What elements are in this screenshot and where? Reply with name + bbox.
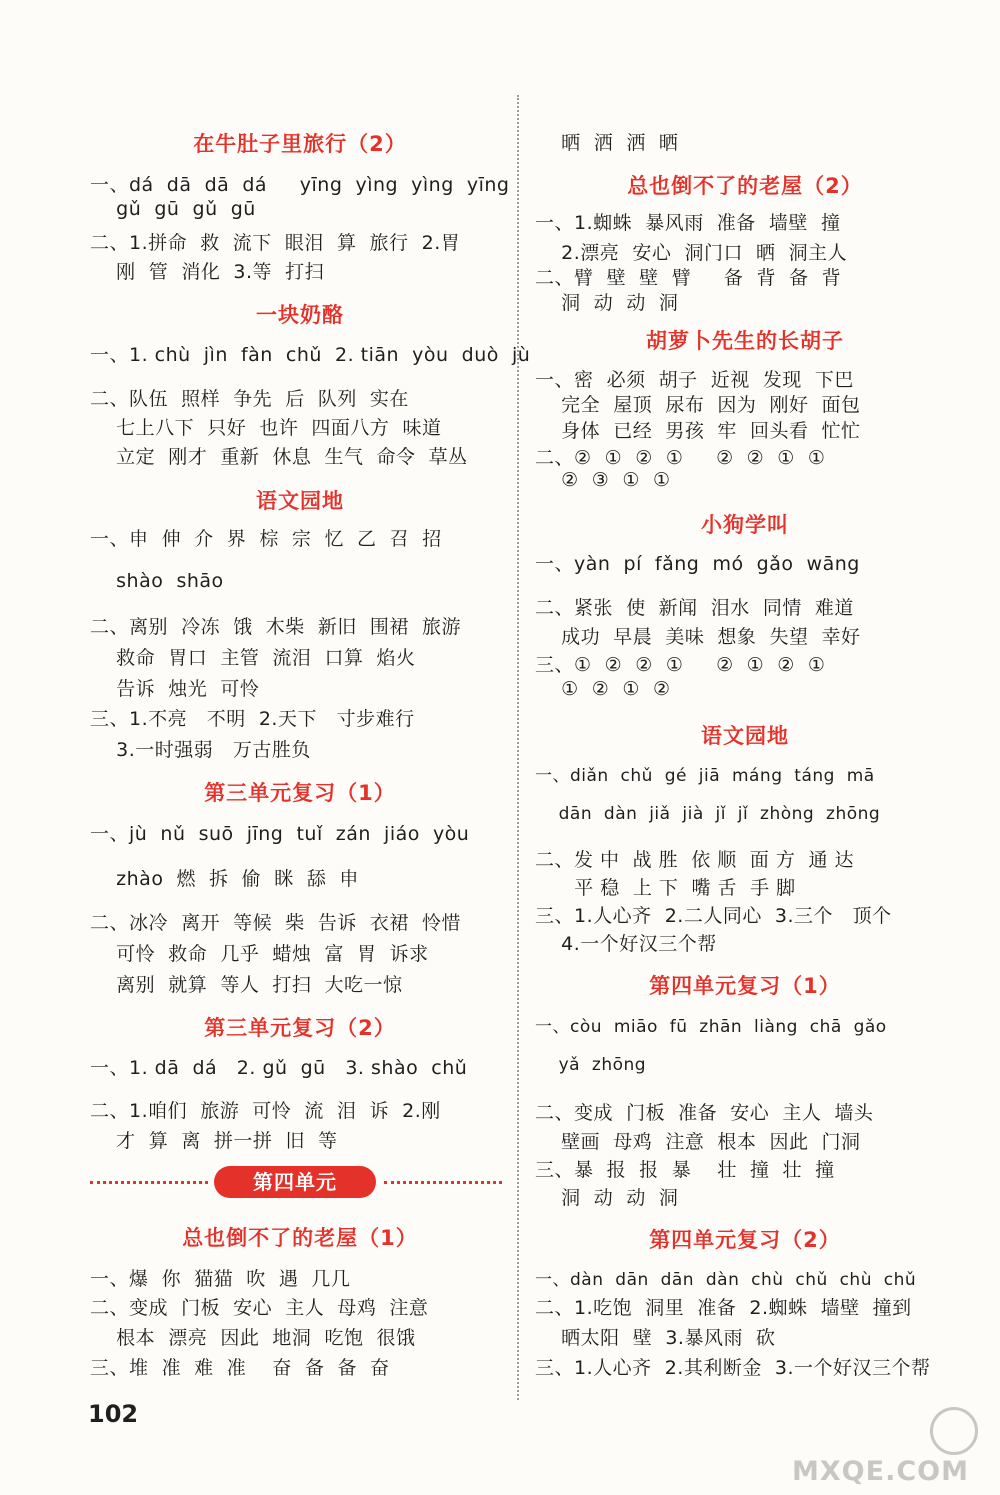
column-divider [517,95,519,1400]
section-title: 第三单元复习（1） [204,781,396,805]
answer-line: 根本 漂亮 因此 地洞 吃饱 很饿 [90,1327,416,1349]
answer-line: 刚 管 消化 3.等 打扫 [90,261,325,283]
answer-line: 二、紧张 使 新闻 泪水 同情 难道 [535,597,854,619]
answer-line: 二、冰冷 离开 等候 柴 告诉 衣裙 怜惜 [90,912,461,934]
page-number: 102 [88,1400,139,1428]
answer-line: 平 稳 上 下 嘴 舌 手 脚 [535,877,796,899]
answer-line: 一、爆 你 猫猫 吹 遇 几几 [90,1268,351,1290]
answer-line: 洞 动 动 洞 [535,1187,679,1209]
answer-line: 一、1. dā dá 2. gǔ gū 3. shào chǔ [90,1057,468,1079]
answer-line: zhào 燃 拆 偷 眯 舔 申 [90,868,359,890]
section-title: 总也倒不了的老屋（2） [627,174,863,198]
answer-line: 一、yàn pí fǎng mó gǎo wāng [535,553,860,575]
answer-line: 二、变成 门板 安心 主人 母鸡 注意 [90,1297,429,1319]
answer-line: 二、离别 冷冻 饿 木柴 新旧 围裙 旅游 [90,616,461,638]
answer-line: ① ② ① ② [535,678,671,700]
watermark-logo [792,1407,982,1487]
answer-line: 晒太阳 壁 3.暴风雨 砍 [535,1327,776,1349]
answer-line: dān dàn jiǎ jià jǐ jǐ zhòng zhōng [535,804,881,824]
watermark-text: MXQE.COM [792,1456,969,1487]
answer-line: 3.一时强弱 万古胜负 [90,739,311,761]
answer-line: 三、1.人心齐 2.其利断金 3.一个好汉三个帮 [535,1357,931,1379]
unit-banner [90,1166,510,1198]
answer-line: 三、1.不亮 不明 2.天下 寸步难行 [90,708,415,730]
answer-line: 二、发 中 战 胜 依 顺 面 方 通 达 [535,849,855,871]
section-title: 小狗学叫 [701,513,789,537]
answer-line: gǔ gū gǔ gū [90,198,256,220]
answer-line: 一、dàn dān dān dàn chù chǔ chù chǔ [535,1270,917,1290]
answer-line: 一、密 必须 胡子 近视 发现 下巴 [535,369,854,391]
section-title: 第四单元复习（2） [649,1228,841,1252]
section-title: 一块奶酪 [256,303,344,327]
left-column [90,0,531,1495]
answer-line: 告诉 烛光 可怜 [90,678,260,700]
answer-line: 一、dá dā dā dá yīng yìng yìng yīng [90,174,510,196]
answer-line: shào shāo [90,570,224,592]
answer-line: 三、堆 准 难 准 奋 备 备 奋 [90,1357,390,1379]
section-title: 第四单元复习（1） [649,974,841,998]
section-title: 第三单元复习（2） [204,1016,396,1040]
right-column [535,0,955,1495]
answer-line: 一、申 伸 介 界 棕 宗 忆 乙 召 招 [90,528,442,550]
answer-line: 4.一个好汉三个帮 [535,933,717,955]
answer-line: 2.漂亮 安心 洞门口 晒 洞主人 [535,242,848,264]
answer-line: 离别 就算 等人 打扫 大吃一惊 [90,974,403,996]
answer-line: 一、1.蜘蛛 暴风雨 准备 墙壁 撞 [535,212,841,234]
answer-line: 二、② ① ② ① ② ② ① ① [535,447,826,469]
answer-line: 一、jù nǔ suō jīng tuǐ zán jiáo yòu [90,823,470,845]
watermark-seal-icon [930,1407,978,1455]
answer-line: ② ③ ① ① [535,469,671,491]
answer-line: 立定 刚才 重新 休息 生气 命令 草丛 [90,446,468,468]
answer-line: 二、臂 壁 壁 臂 备 背 备 背 [535,267,842,289]
answer-line: 成功 早晨 美味 想象 失望 幸好 [535,626,861,648]
banner-dots [90,1181,208,1184]
answer-line: 二、1.拼命 救 流下 眼泪 算 旅行 2.胃 [90,232,461,254]
answer-line: 二、1.吃饱 洞里 准备 2.蜘蛛 墙壁 撞到 [535,1297,912,1319]
section-title: 语文园地 [256,489,344,513]
answer-line: 三、1.人心齐 2.二人同心 3.三个 顶个 [535,905,892,927]
answer-line: 二、队伍 照样 争先 后 队列 实在 [90,388,409,410]
banner-dots [384,1181,502,1184]
answer-line: 洞 动 动 洞 [535,292,679,314]
section-title: 胡萝卜先生的长胡子 [646,329,844,353]
section-title: 在牛肚子里旅行（2） [193,132,407,156]
answer-line: 一、còu miāo fū zhān liàng chā gǎo [535,1017,887,1037]
answer-line: 完全 屋顶 尿布 因为 刚好 面包 [535,394,861,416]
answer-line: yǎ zhōng [535,1055,647,1075]
answer-line: 二、变成 门板 准备 安心 主人 墙头 [535,1102,874,1124]
answer-line: 三、暴 报 报 暴 壮 撞 壮 撞 [535,1159,835,1181]
answer-line: 一、1. chù jìn fàn chǔ 2. tiān yòu duò jù [90,344,531,366]
answer-line: 一、diǎn chǔ gé jiā máng táng mā [535,766,875,786]
answer-line: 晒 洒 洒 晒 [535,132,679,154]
section-title: 总也倒不了的老屋（1） [182,1226,418,1250]
answer-line: 壁画 母鸡 注意 根本 因此 门洞 [535,1131,861,1153]
unit-label: 第四单元 [214,1166,376,1198]
answer-line: 才 算 离 拼一拼 旧 等 [90,1130,338,1152]
answer-line: 二、1.咱们 旅游 可怜 流 泪 诉 2.刚 [90,1100,441,1122]
answer-line: 七上八下 只好 也许 四面八方 味道 [90,417,442,439]
answer-line: 三、① ② ② ① ② ① ② ① [535,654,826,676]
answer-line: 可怜 救命 几乎 蜡烛 富 胃 诉求 [90,943,429,965]
answer-line: 救命 胃口 主管 流泪 口算 焰火 [90,647,416,669]
answer-line: 身体 已经 男孩 牢 回头看 忙忙 [535,420,861,442]
section-title: 语文园地 [701,724,789,748]
